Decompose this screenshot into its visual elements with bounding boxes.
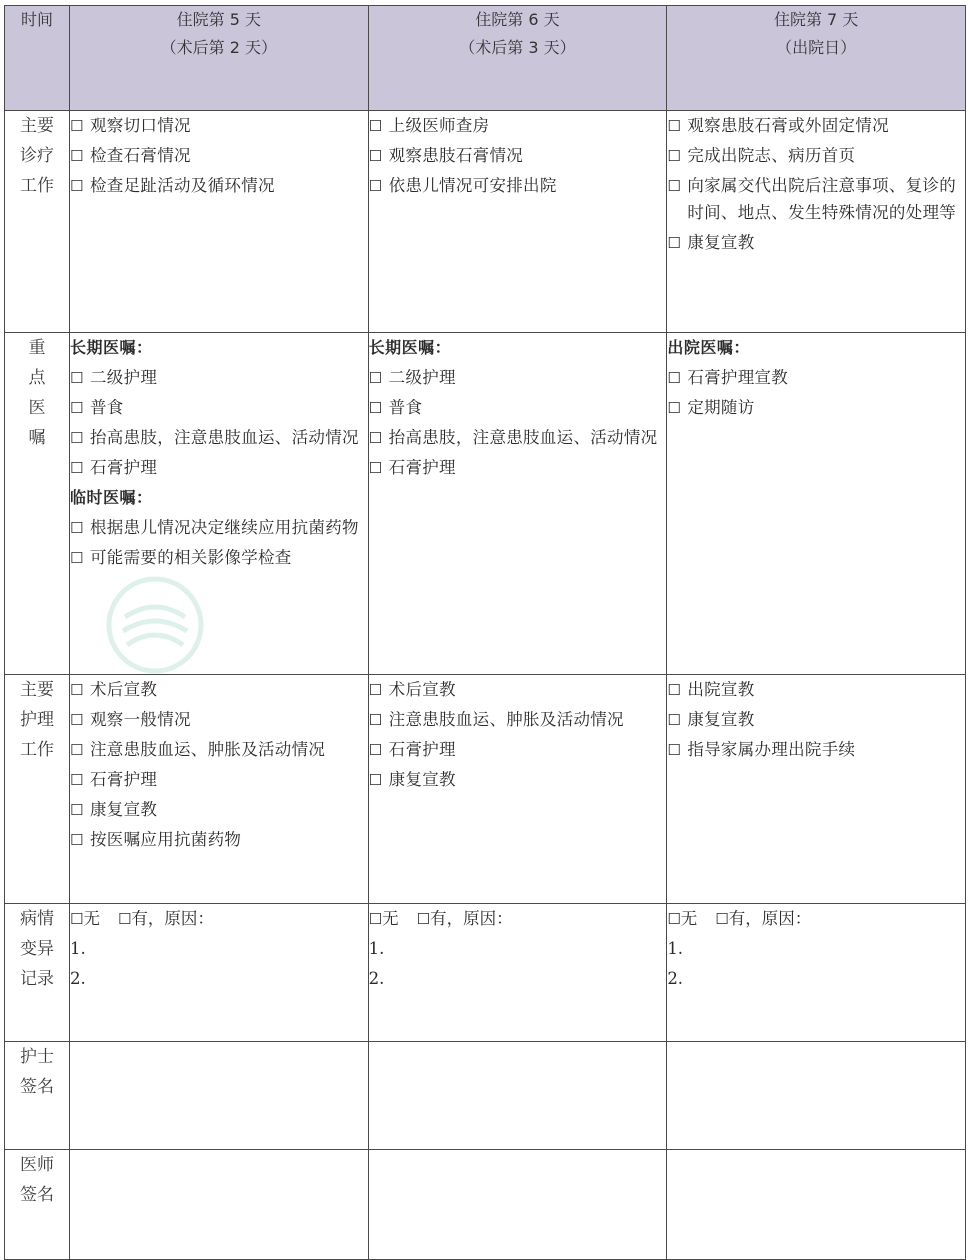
day5-title: 住院第 5 天 xyxy=(176,10,261,29)
variance-reason-line[interactable]: 1. xyxy=(667,939,684,958)
day6-subtitle: （术后第 3 天） xyxy=(459,38,576,57)
checklist-item xyxy=(667,171,965,228)
checklist-item xyxy=(369,735,667,765)
checkbox-icon[interactable]: ☐ xyxy=(70,801,84,819)
checkbox-icon[interactable]: ☐ xyxy=(667,741,682,759)
doctor-signature-label: 医师 签名 xyxy=(5,1150,70,1260)
item-text: 依患儿情况可安排出院 xyxy=(388,176,557,195)
nursing-day6-cell xyxy=(368,675,667,904)
none-option-label: 无 xyxy=(680,909,698,928)
item-text: 术后宣教 xyxy=(90,680,158,699)
doctor-signature-day7-field[interactable] xyxy=(667,1150,966,1260)
checklist-item xyxy=(369,141,667,171)
checkbox-icon[interactable]: ☐ xyxy=(70,831,84,849)
checkbox-icon[interactable]: ☐ xyxy=(667,399,682,417)
order-item xyxy=(70,423,368,453)
item-text: 指导家属办理出院手续 xyxy=(687,740,856,759)
item-text: 石膏护理 xyxy=(388,458,456,477)
none-option-label: 无 xyxy=(83,909,100,928)
order-item xyxy=(70,543,368,573)
day7-subtitle: （出院日） xyxy=(776,38,857,57)
diagnosis-day6-cell xyxy=(368,111,667,333)
checkbox-icon[interactable]: ☐ xyxy=(667,117,682,135)
checkbox-icon[interactable]: ☐ xyxy=(368,369,383,387)
checklist-item xyxy=(70,825,368,855)
checkbox-icon[interactable]: ☐ xyxy=(368,117,383,135)
order-group-title: 长期医嘱： xyxy=(368,338,452,357)
checkbox-icon[interactable]: ☐ xyxy=(70,741,84,759)
checklist-item xyxy=(667,141,965,171)
nurse-signature-day7-field[interactable] xyxy=(667,1042,966,1150)
checklist-item xyxy=(70,705,368,735)
checkbox-icon[interactable]: ☐ xyxy=(70,117,84,135)
has-checkbox-icon[interactable]: ☐ xyxy=(715,910,729,928)
checkbox-icon[interactable]: ☐ xyxy=(368,429,383,447)
none-option-label: 无 xyxy=(382,909,399,928)
checkbox-icon[interactable]: ☐ xyxy=(70,711,84,729)
order-item xyxy=(667,363,965,393)
item-text: 检查石膏情况 xyxy=(90,146,191,165)
checkbox-icon[interactable]: ☐ xyxy=(70,147,84,165)
day5-header xyxy=(70,6,369,111)
variance-reason-line[interactable]: 1. xyxy=(368,939,385,958)
day6-header xyxy=(368,6,667,111)
checklist-item xyxy=(369,765,667,795)
checkbox-icon[interactable]: ☐ xyxy=(667,369,682,387)
item-text: 出院宣教 xyxy=(687,680,755,699)
order-item xyxy=(70,453,368,483)
orders-label: 重 点 医 嘱 xyxy=(5,333,70,675)
item-text: 注意患肢血运、肿胀及活动情况 xyxy=(388,710,624,729)
checklist-item xyxy=(369,171,667,201)
order-item xyxy=(70,513,368,543)
item-text: 定期随访 xyxy=(687,398,755,417)
orders-row xyxy=(5,333,966,675)
item-text: 观察一般情况 xyxy=(90,710,191,729)
doctor-signature-day5-field[interactable] xyxy=(70,1150,369,1260)
nursing-row xyxy=(5,675,966,904)
time-header: 时间 xyxy=(5,6,70,111)
checkbox-icon[interactable]: ☐ xyxy=(667,177,682,195)
variance-reason-line[interactable]: 1. xyxy=(70,939,86,958)
variance-options xyxy=(369,904,667,934)
checklist-item xyxy=(70,795,368,825)
order-item xyxy=(70,363,368,393)
checkbox-icon[interactable]: ☐ xyxy=(368,771,383,789)
item-text: 石膏护理 xyxy=(90,458,158,477)
item-text: 康复宣教 xyxy=(388,770,456,789)
checkbox-icon[interactable]: ☐ xyxy=(368,177,383,195)
item-text: 上级医师查房 xyxy=(388,116,490,135)
checkbox-icon[interactable]: ☐ xyxy=(70,399,84,417)
checkbox-icon[interactable]: ☐ xyxy=(667,234,682,252)
item-text: 二级护理 xyxy=(388,368,456,387)
checklist-item xyxy=(369,111,667,141)
variance-options xyxy=(70,904,368,934)
item-text: 普食 xyxy=(388,398,423,417)
none-checkbox-icon[interactable]: ☐ xyxy=(667,910,681,928)
order-item xyxy=(369,423,667,453)
has-checkbox-icon[interactable]: ☐ xyxy=(117,910,132,928)
checklist-item xyxy=(667,705,965,735)
day7-header xyxy=(667,6,966,111)
variance-day7-cell xyxy=(667,904,966,1042)
nurse-signature-day5-field[interactable] xyxy=(70,1042,369,1150)
checkbox-icon[interactable]: ☐ xyxy=(70,519,84,537)
nursing-label: 主要 护理 工作 xyxy=(5,675,70,904)
header-row xyxy=(5,6,966,111)
checkbox-icon[interactable]: ☐ xyxy=(368,741,383,759)
variance-reason-line[interactable]: 2. xyxy=(70,969,86,988)
variance-row xyxy=(5,904,966,1042)
checkbox-icon[interactable]: ☐ xyxy=(667,711,682,729)
item-text: 观察切口情况 xyxy=(90,116,191,135)
item-text: 二级护理 xyxy=(90,368,158,387)
diagnosis-row xyxy=(5,111,966,333)
checklist-item xyxy=(667,675,965,705)
order-group-title: 长期医嘱： xyxy=(70,338,153,357)
variance-day5-cell xyxy=(70,904,369,1042)
checkbox-icon[interactable]: ☐ xyxy=(368,681,383,699)
day7-title: 住院第 7 天 xyxy=(773,10,859,29)
checkbox-icon[interactable]: ☐ xyxy=(70,429,84,447)
has-option-label: 有，原因： xyxy=(430,909,513,928)
variance-reason-line[interactable]: 2. xyxy=(368,969,385,988)
has-checkbox-icon[interactable]: ☐ xyxy=(416,910,431,928)
order-item xyxy=(70,393,368,423)
variance-label: 病情 变异 记录 xyxy=(5,904,70,1042)
order-item xyxy=(667,393,965,423)
has-option-label: 有，原因： xyxy=(131,909,214,928)
diagnosis-day7-cell xyxy=(667,111,966,333)
item-text: 石膏护理 xyxy=(90,770,158,789)
none-checkbox-icon[interactable]: ☐ xyxy=(70,910,84,928)
item-text: 检查足趾活动及循环情况 xyxy=(90,176,275,195)
item-text: 完成出院志、病历首页 xyxy=(687,146,856,165)
order-group-title: 临时医嘱： xyxy=(70,488,153,507)
checklist-item xyxy=(70,171,368,201)
checkbox-icon[interactable]: ☐ xyxy=(70,771,84,789)
item-text: 石膏护理 xyxy=(388,740,456,759)
item-text: 可能需要的相关影像学检查 xyxy=(90,548,292,567)
variance-options xyxy=(667,904,965,934)
checklist-item xyxy=(70,735,368,765)
checkbox-icon[interactable]: ☐ xyxy=(368,711,383,729)
doctor-signature-day6-field[interactable] xyxy=(368,1150,667,1260)
checklist-item xyxy=(70,141,368,171)
item-text: 观察患肢石膏情况 xyxy=(388,146,524,165)
nursing-day5-cell xyxy=(70,675,369,904)
item-text: 注意患肢血运、肿胀及活动情况 xyxy=(90,740,326,759)
item-text: 观察患肢石膏或外固定情况 xyxy=(687,116,889,135)
checkbox-icon[interactable]: ☐ xyxy=(667,681,682,699)
none-checkbox-icon[interactable]: ☐ xyxy=(368,910,383,928)
item-text: 术后宣教 xyxy=(388,680,456,699)
nurse-signature-day6-field[interactable] xyxy=(368,1042,667,1150)
nurse-signature-label: 护士 签名 xyxy=(5,1042,70,1150)
checklist-item xyxy=(369,675,667,705)
orders-day7-cell xyxy=(667,333,966,675)
checkbox-icon[interactable]: ☐ xyxy=(667,147,682,165)
checklist-item xyxy=(70,765,368,795)
item-text: 抬高患肢，注意患肢血运、活动情况 xyxy=(388,428,658,447)
item-text: 石膏护理宣教 xyxy=(687,368,789,387)
checkbox-icon[interactable]: ☐ xyxy=(368,399,383,417)
checkbox-icon[interactable]: ☐ xyxy=(70,681,84,699)
checklist-item xyxy=(667,735,965,765)
checkbox-icon[interactable]: ☐ xyxy=(70,177,84,195)
checkbox-icon[interactable]: ☐ xyxy=(368,147,383,165)
item-text: 康复宣教 xyxy=(687,710,755,729)
order-item xyxy=(369,393,667,423)
item-text: 普食 xyxy=(90,398,124,417)
nursing-day7-cell xyxy=(667,675,966,904)
has-option-label: 有，原因： xyxy=(728,909,812,928)
day5-subtitle: （术后第 2 天） xyxy=(160,38,277,57)
item-text: 抬高患肢，注意患肢血运、活动情况 xyxy=(90,428,359,447)
item-text: 按医嘱应用抗菌药物 xyxy=(90,830,242,849)
checklist-item xyxy=(667,111,965,141)
checklist-item xyxy=(70,111,368,141)
clinical-pathway-table xyxy=(4,5,966,1260)
checklist-item xyxy=(667,228,965,258)
checkbox-icon[interactable]: ☐ xyxy=(70,369,84,387)
day6-title: 住院第 6 天 xyxy=(475,10,560,29)
diagnosis-day5-cell xyxy=(70,111,369,333)
order-item xyxy=(369,363,667,393)
doctor-signature-row xyxy=(5,1150,966,1260)
checklist-item xyxy=(70,675,368,705)
checkbox-icon[interactable]: ☐ xyxy=(70,459,84,477)
item-text: 向家属交代出院后注意事项、复诊的时间、地点、发生特殊情况的处理等 xyxy=(687,176,957,222)
item-text: 康复宣教 xyxy=(90,800,158,819)
variance-reason-line[interactable]: 2. xyxy=(667,969,684,988)
checkbox-icon[interactable]: ☐ xyxy=(368,459,383,477)
item-text: 根据患儿情况决定继续应用抗菌药物 xyxy=(90,518,359,537)
variance-day6-cell xyxy=(368,904,667,1042)
orders-day6-cell xyxy=(368,333,667,675)
order-item xyxy=(369,453,667,483)
order-group-title: 出院医嘱： xyxy=(667,338,750,357)
checklist-item xyxy=(369,705,667,735)
item-text: 康复宣教 xyxy=(687,233,755,252)
nurse-signature-row xyxy=(5,1042,966,1150)
diagnosis-label: 主要 诊疗 工作 xyxy=(5,111,70,333)
checkbox-icon[interactable]: ☐ xyxy=(70,549,84,567)
orders-day5-cell xyxy=(70,333,369,675)
